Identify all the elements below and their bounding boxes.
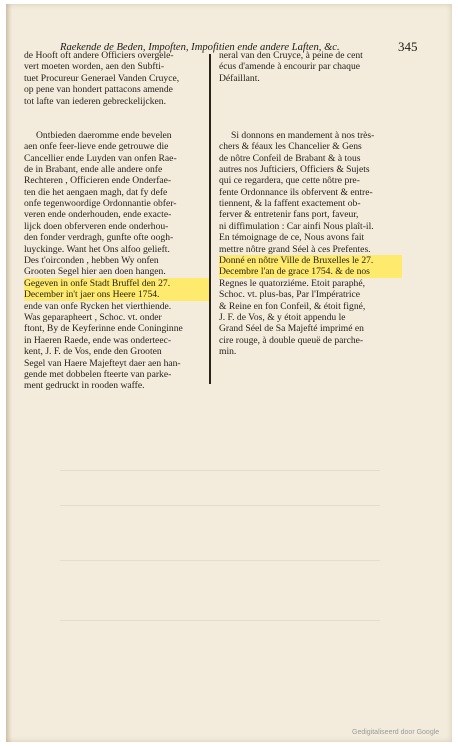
text-line: Cancellier ende Luyden van onfen Rae- — [24, 152, 177, 164]
text-line: neral van den Cruyce, à peine de cent — [219, 50, 363, 61]
text-line: Regnes le quatorziéme. Etoit paraphé, — [219, 277, 365, 289]
text-line: chers & féaux les Chancelier & Gens — [219, 141, 362, 153]
text-line: mettre nôtre grand Séel à ces Prefentes. — [219, 243, 371, 255]
column-divider — [209, 54, 211, 384]
text-line: de in Brabant, ende alle andere onfe — [24, 163, 163, 175]
text-line: ni diffimulation : Car ainfi Nous plaît-il. — [219, 220, 374, 232]
text-line: J. F. de Vos, & y étoit appendu le — [219, 311, 346, 323]
running-header: Raekende de Beden, Impoften, Impofitien ende andere Laften, &c. — [60, 42, 340, 53]
text-line: qui ce regardera, que cette nôtre pre- — [219, 175, 360, 187]
blank-line — [219, 84, 402, 95]
text-line: de nôtre Confeil de Brabant & à tous — [219, 152, 361, 164]
text-line: Grooten Segel hier aen doen hangen. — [24, 266, 166, 278]
digitization-watermark: Gedigitaliseerd door Google — [352, 729, 440, 736]
text-line: Segel van Haere Majefteyt daer aen han- — [24, 357, 181, 369]
show-through-line — [60, 505, 380, 506]
text-line: Défaillant. — [219, 72, 260, 84]
blank-line — [24, 118, 209, 129]
text-line: aen onfe feer-lieve ende getrouwe die — [24, 141, 169, 153]
text-line: luyckinge. Want het Ons alfoo gelieft. — [24, 243, 170, 255]
text-line: ferver & entretenir fans port, faveur, — [219, 209, 359, 221]
text-line: fente Ordonnance ils obfervent & entre- — [219, 186, 373, 198]
text-line: tuet Procureur Generael Vanden Cruyce, — [24, 72, 180, 84]
text-line: cire rouge, à double queuë de parche- — [219, 334, 364, 346]
text-line: Si donnons en mandement à nos très- — [231, 129, 375, 141]
text-line: den fonder verdragh, gunfte ofte oogh- — [24, 232, 174, 244]
page-number: 345 — [398, 39, 418, 54]
text-line: écus d'amende à encourir par chaque — [219, 61, 361, 73]
text-line: & Reine en fon Confeil, & étoit figné, — [219, 300, 366, 312]
blank-line — [219, 118, 402, 129]
show-through-line — [60, 470, 380, 471]
blank-line — [219, 107, 402, 118]
page-edge-shadow — [6, 4, 12, 742]
blank-line — [24, 107, 209, 118]
text-line: Ontbieden daeromme ende bevelen — [36, 129, 172, 141]
text-line: kent, J. F. de Vos, ende den Grooten — [24, 346, 162, 358]
text-line: ten die het aengaen magh, dat fy defe — [24, 186, 168, 198]
text-line: tot lafte van iederen gebreckelijcken. — [24, 95, 166, 107]
text-line: de Hooft oft andere Officiers overgele- — [24, 50, 174, 61]
text-line: ende van onfe Rycken het vierthiende. — [24, 300, 172, 312]
text-line: gende met dobbelen fteerte van parke- — [24, 368, 172, 380]
text-line: onfe tegenwoordige Ordonnantie obfer- — [24, 198, 177, 210]
blank-line — [219, 96, 402, 107]
text-line: Rechteren , Officieren ende Onderfae- — [24, 175, 172, 187]
text-line: ftont, By de Keyferinne ende Coninginne — [24, 323, 183, 335]
text-line: min. — [219, 346, 237, 358]
text-line: tiennent, & la faffent exactement ob- — [219, 198, 361, 210]
text-line: autres nos Jufticiers, Officiers & Sujets — [219, 163, 370, 175]
text-line: veren ende onderhouden, ende exacte- — [24, 209, 172, 221]
show-through-line — [60, 560, 380, 561]
text-line: ment gedruckt in rooden waffe. — [24, 380, 145, 392]
text-line-highlighted: Donné en nôtre Ville de Bruxelles le 27. — [219, 255, 402, 266]
show-through-line — [60, 620, 380, 621]
text-line-highlighted: Decembre l'an de grace 1754. & de nos — [219, 266, 402, 277]
left-column-dutch — [24, 50, 209, 392]
text-line: En témoignage de ce, Nous avons fait — [219, 232, 365, 244]
text-line: Des t'oirconden , hebben Wy onfen — [24, 255, 159, 267]
text-line-highlighted: Gegeven in onfe Stadt Bruffel den 27. — [24, 278, 209, 289]
right-column-french — [219, 50, 402, 358]
text-line: Was geparapheert , Schoc. vt. onder — [24, 311, 162, 323]
text-line: op pene van hondert pattacons amende — [24, 84, 173, 96]
text-line: vert moeten worden, aen den Subfti- — [24, 61, 165, 73]
text-line: in Haeren Raede, ende was onderteec- — [24, 334, 172, 346]
text-line: Schoc. vt. plus-bas, Par l'Impératrice — [219, 289, 361, 301]
text-line: lijck doen obferveren ende onderhou- — [24, 220, 169, 232]
text-line: Grand Séel de Sa Majefté imprimé en — [219, 323, 364, 335]
text-line-highlighted: December in't jaer ons Heere 1754. — [24, 289, 209, 300]
